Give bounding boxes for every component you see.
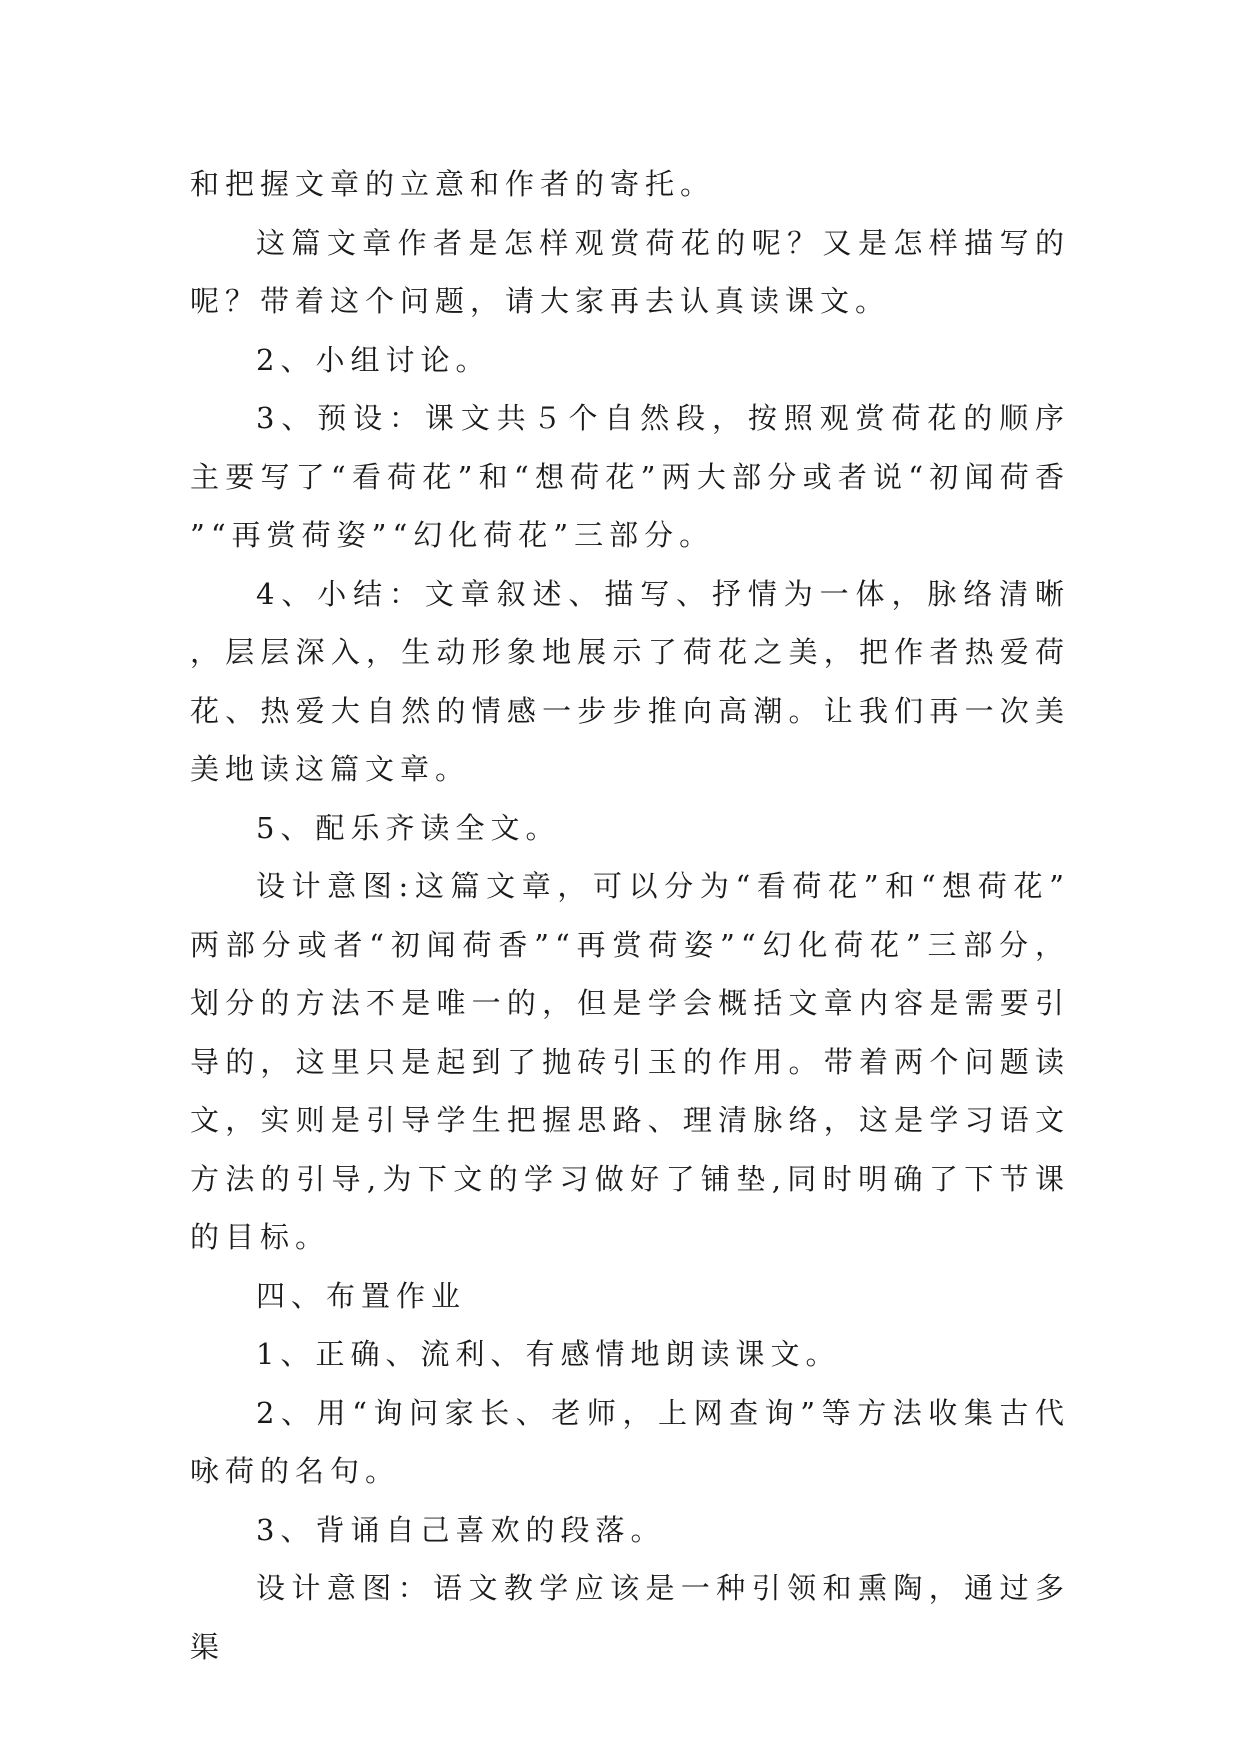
paragraph-step-2: 2、小组讨论。 xyxy=(256,342,491,377)
paragraph-question: 这篇文章作者是怎样观赏荷花的呢？又是怎样描写的呢？带着这个问题，请大家再去认真读课文。 xyxy=(190,225,1070,318)
paragraph-design-intent-1: 设计意图:这篇文章，可以分为“看荷花”和“想荷花”两部分或者“初闻荷香”“再赏荷姿”“幻化荷花”三部分，划分的方法不是唯一的，但是学会概括文章内容是需要引导的，这里只是起到了抛砖引玉的作用。带着两个问题读文，实则是引导学生把握思路、理清脉络，这是学习语文方法的引导,为下文的学习做好了铺垫,同时明确了下节课的目标。 xyxy=(190,869,1070,1254)
homework-item-1: 1、正确、流利、有感情地朗读课文。 xyxy=(256,1337,841,1371)
homework-item-3: 3、背诵自己喜欢的段落。 xyxy=(256,1512,666,1547)
homework-item-2: 2、用“询问家长、老师，上网查询”等方法收集古代咏荷的名句。 xyxy=(190,1395,1070,1488)
paragraph-step-5: 5、配乐齐读全文。 xyxy=(256,810,561,845)
document-body xyxy=(190,155,1070,1676)
paragraph-design-intent-2: 设计意图：语文教学应该是一种引领和熏陶，通过多渠 xyxy=(190,1571,1070,1664)
section-heading-homework: 四、布置作业 xyxy=(256,1278,467,1313)
paragraph-continuation: 和把握文章的立意和作者的寄托。 xyxy=(190,167,716,201)
paragraph-step-4: 4、小结：文章叙述、描写、抒情为一体，脉络清晰，层层深入，生动形象地展示了荷花之美，把作者热爱荷花、热爱大自然的情感一步步推向高潮。让我们再一次美美地读这篇文章。 xyxy=(190,576,1070,786)
paragraph-step-3: 3、预设：课文共５个自然段，按照观赏荷花的顺序主要写了“看荷花”和“想荷花”两大部分或者说“初闻荷香”“再赏荷姿”“幻化荷花”三部分。 xyxy=(190,401,1070,552)
